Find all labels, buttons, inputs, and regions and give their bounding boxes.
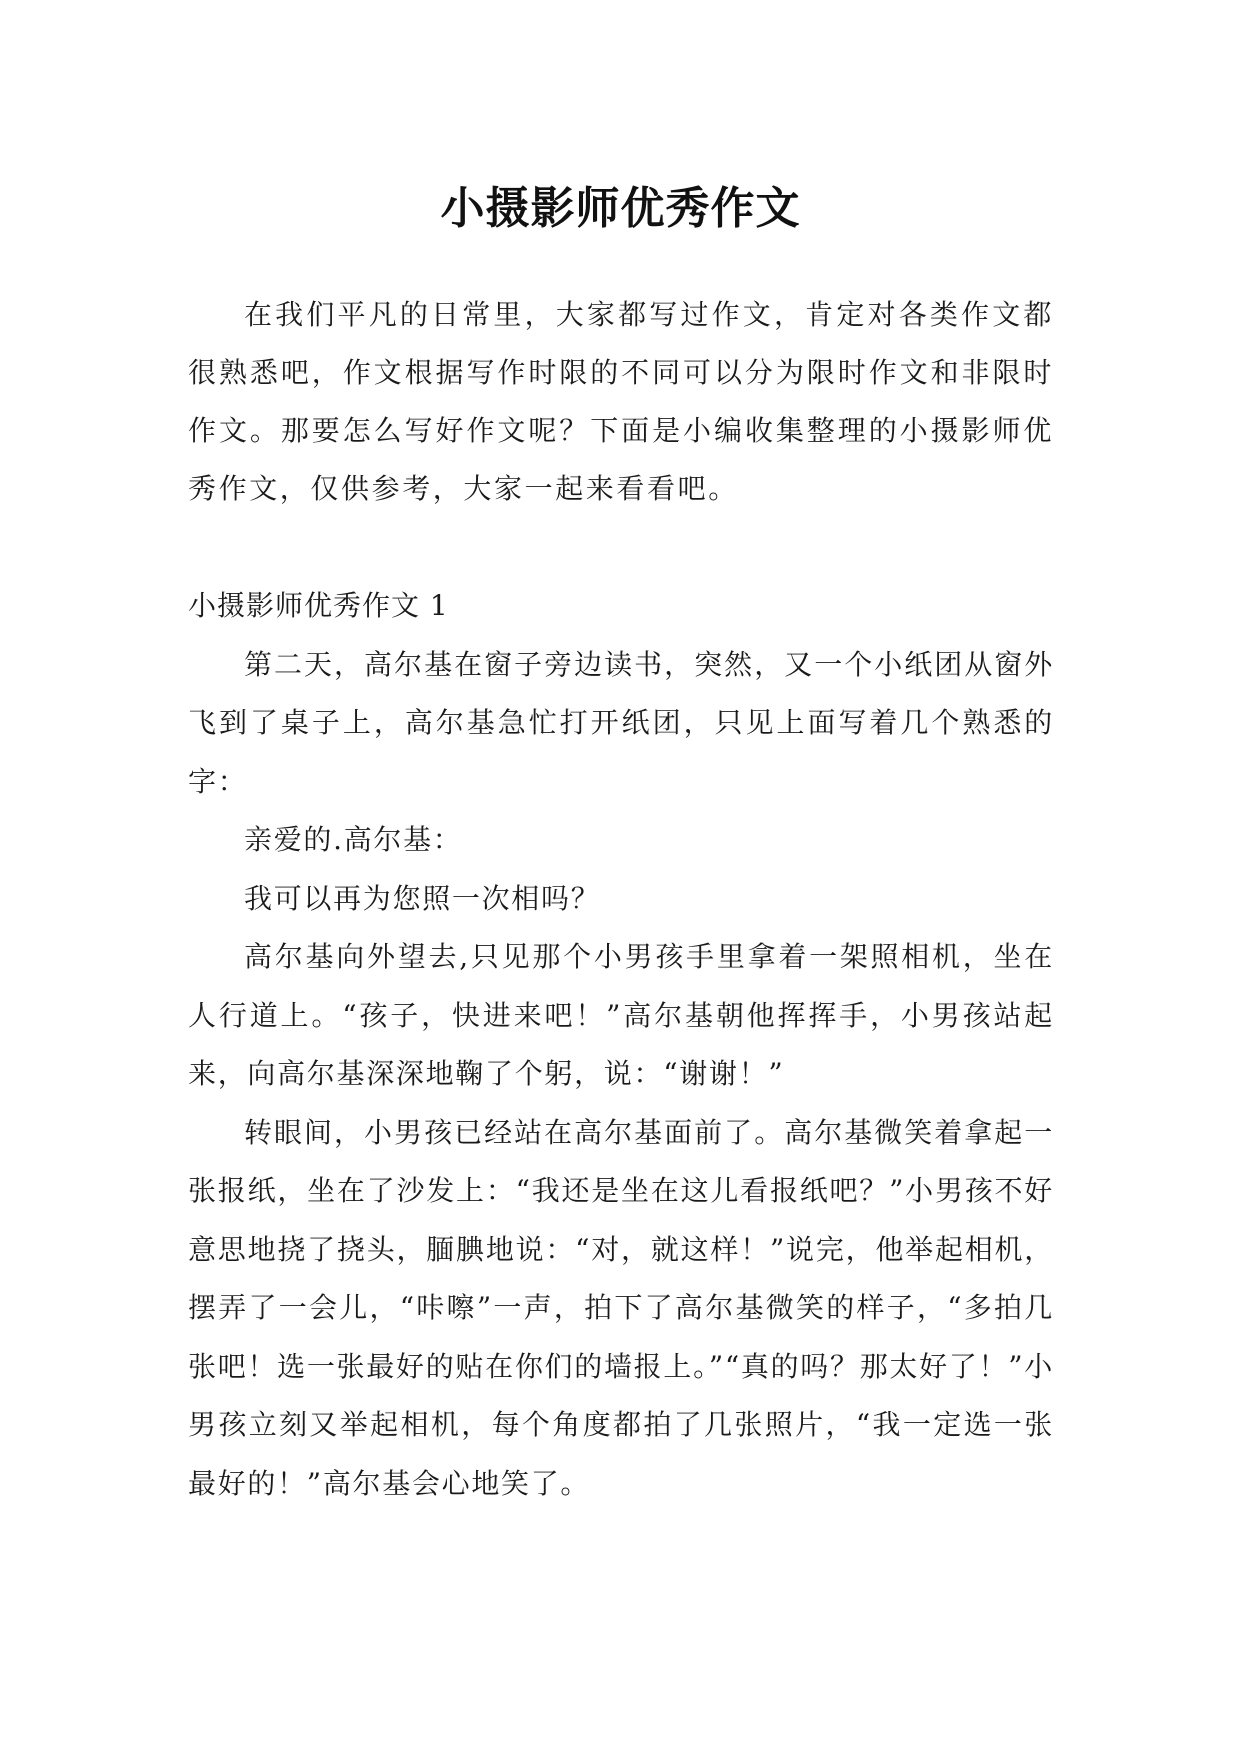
section-heading: 小摄影师优秀作文 1 xyxy=(188,589,449,622)
intro-paragraph: 在我们平凡的日常里，大家都写过作文，肯定对各类作文都很熟悉吧，作文根据写作时限的不同可以分为限时作文和非限时作文。那要怎么写好作文呢？下面是小编收集整理的小摄影师优秀作文，仅供参考，大家一起来看看吧。 xyxy=(188,298,1054,505)
letter-salutation: 亲爱的.高尔基： xyxy=(244,823,463,856)
body-paragraph: 第二天，高尔基在窗子旁边读书，突然，又一个小纸团从窗外飞到了桌子上，高尔基急忙打开纸团，只见上面写着几个熟悉的字： xyxy=(188,647,1054,798)
document-body xyxy=(188,286,1054,1513)
letter-line: 我可以再为您照一次相吗？ xyxy=(244,881,601,915)
document-title: 小摄影师优秀作文 xyxy=(440,183,801,235)
body-paragraph: 转眼间，小男孩已经站在高尔基面前了。高尔基微笑着拿起一张报纸，坐在了沙发上：“我还是坐在这儿看报纸吧？”小男孩不好意思地挠了挠头，腼腆地说：“对，就这样！”说完，他举起相机，摆弄了一会儿，“咔嚓”一声，拍下了高尔基微笑的样子，“多拍几张吧！选一张最好的贴在你们的墙报上。”“真的吗？那太好了！”小男孩立刻又举起相机，每个角度都拍了几张照片，“我一定选一张最好的！”高尔基会心地笑了。 xyxy=(188,1115,1054,1500)
body-paragraph: 高尔基向外望去,只见那个小男孩手里拿着一架照相机，坐在人行道上。“孩子，快进来吧！”高尔基朝他挥挥手，小男孩站起来，向高尔基深深地鞠了个躬，说：“谢谢！” xyxy=(188,940,1054,1090)
